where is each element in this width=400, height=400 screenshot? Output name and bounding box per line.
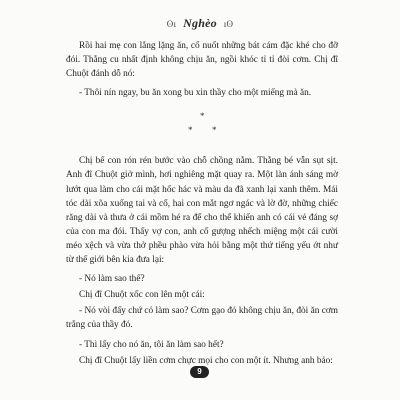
ornament-left: ʘı (166, 19, 177, 29)
asterisk: * (200, 111, 205, 122)
paragraph: Chị đĩ Chuột xốc con lên một cái: (79, 290, 205, 301)
ornament-right: ıʘ (223, 19, 234, 29)
running-head (0, 16, 400, 31)
dialogue-line: - Thì lấy cho nó ăn, tôi ăn làm sao hết? (79, 339, 224, 350)
dialogue-line: - Thôi nín ngay, bu ăn xong bu xin thầy cho một miếng mà ăn. (79, 88, 312, 99)
dialogue-line: - Nó làm sao thế? (79, 274, 145, 285)
paragraph: Chị bế con rón rén bước vào chỗ chồng nằm. Thằng bé vẫn sụt sịt. Anh đĩ Chuột giở mình, hơi nghiêng mặt quay ra. Một làn ánh sáng mờ lướt qua làm cho cái mặt hốc hác và màu da đã xanh lại xanh thêm. Mái tóc dài xõa xuống tai và cổ, hai con mắt ngơ ngác và lờ đờ, những chiếc răng dài và thưa ở cái mồm hé ra để cho thể khiến anh có cái vẻ đáng sợ của con ma đói. Thấy vợ con, anh cố gượng nhếch miệng một cái cười méo xệch và vừa thở phều phào vừa hỏi bằng một thứ tiếng yếu ớt như từ thế giới bên kia đưa lại: (66, 156, 338, 266)
paragraph: Chị đĩ Chuột lấy liền cơm chực mọi cho con một ít. Nhưng anh bảo: (79, 355, 333, 366)
section-break (66, 108, 338, 144)
page-body (66, 39, 338, 373)
dialogue-line: - Nó vòi đấy chứ có làm sao? Cơm gạo đó không chịu ăn, đòi ăn cơm trắng của thầy đó. (66, 306, 338, 331)
asterisk: * (188, 125, 193, 136)
asterisk: * (212, 125, 217, 136)
paragraph: Rồi hai mẹ con lẳng lặng ăn, cố nuốt những bát cám đặc khé cho đỡ đói. Thằng cu nhất định không chịu ăn, ngồi khóc tỉ tỉ đòi cơm. Chị đĩ Chuột đánh dỗ nó: (66, 41, 338, 80)
page-number-badge: 9 (190, 366, 209, 378)
chapter-title: Nghèo (183, 16, 217, 30)
